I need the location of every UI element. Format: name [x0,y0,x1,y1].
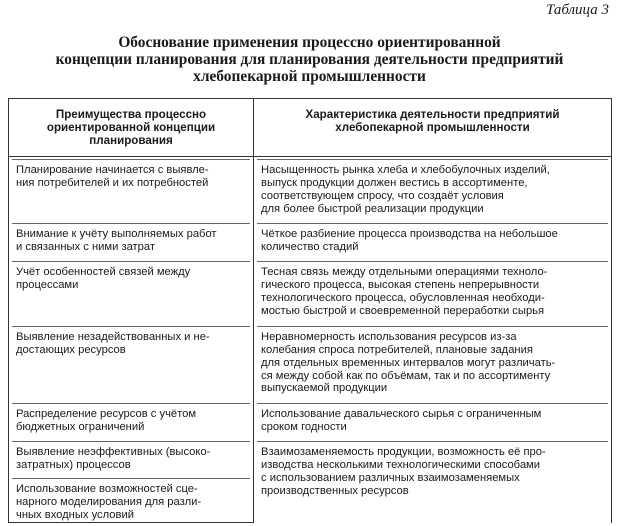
cell-line: Использование давальческого сырья с ограниченным [261,408,542,421]
table-row [9,157,612,222]
header-advantages [9,99,254,157]
cell-line: Распределение ресурсов с учётом [16,408,197,421]
cell-line: с использованием различных взаимозаменяемых [261,471,520,484]
advantage-cell [9,401,254,439]
table-row [9,439,612,476]
header-line: Преимущества процессно [55,108,207,121]
cell-line: Тесная связь между отдельными операциями техноло- [261,266,548,279]
cell-line: и связанных с ними затрат [16,241,156,254]
advantage-cell [9,259,254,324]
cell-line: изводства несколькими технологическими способами [261,459,540,472]
header-line: Характеристика деятельности предприятий [305,108,560,121]
cell-line: Внимание к учёту выполняемых работ [16,228,217,241]
cell-line: нарного моделирования для разли- [16,496,202,509]
advantage-cell [9,221,254,259]
characteristic-cell [254,221,612,259]
cell-line: гического процесса, высокая степень непрерывности [261,279,540,292]
cell-line: сроком годности [261,421,347,434]
table-title [20,34,599,85]
cell-line: Неравномерность использования ресурсов из-за [261,331,517,344]
cell-line: Выявление незадействованных и не- [16,331,210,344]
cell-line: Насыщенность рынка хлеба и хлебобулочных изделий, [261,164,550,177]
table-row [9,324,612,401]
table-row [9,259,612,324]
cell-line: колебания спроса потребителей, плановые задания [261,344,533,357]
cell-line: количество стадий [261,241,359,254]
advantage-cell [9,476,254,523]
cell-line: производственных ресурсов [261,484,409,497]
cell-line: достающих ресурсов [16,344,126,357]
cell-line: Выявление неэффективных (высоко- [16,446,211,459]
advantage-cell [9,324,254,401]
table-caption: Таблица 3 [546,2,609,18]
characteristic-cell [254,401,612,439]
cell-line: Чёткое разбиение процесса производства на небольшое [261,228,558,241]
cell-line: Учёт особенностей связей между [16,266,191,279]
cell-line: Взаимозаменяемость продукции, возможность её про- [261,446,546,459]
cell-line: Планирование начинается с выявле- [16,164,209,177]
advantage-cell [9,439,254,476]
cell-line: чных входных условий [16,508,134,521]
header-characteristics [254,99,612,157]
cell-line: соответствующем спросу, что создаёт условия [261,189,504,202]
cell-line: выпускаемой продукции [261,382,388,395]
characteristic-cell [254,439,612,523]
cell-line: для более быстрой реализации продукции [261,202,484,215]
justification-table [8,98,612,523]
header-line: планирования [89,133,173,147]
cell-line: выпуск продукции должен вестись в ассортименте, [261,177,528,190]
characteristic-cell [254,259,612,324]
table-header-row [9,99,612,157]
title-line: хлебопекарной промышленности [193,68,426,85]
cell-line: затратных) процессов [16,459,131,472]
title-line: Обоснование применения процессно ориентированной [118,34,501,51]
advantage-cell [9,157,254,222]
table-row [9,221,612,259]
cell-line: технологического процесса, обусловленная необходи- [261,291,545,304]
header-line: хлебопекарной промышленности [335,120,530,134]
cell-line: процессами [16,279,79,292]
characteristic-cell [254,324,612,401]
cell-line: Использование возможностей сце- [16,483,198,496]
cell-line: мостью быстрой и своевременной переработки сырья [261,304,545,317]
cell-line: для отдельных временных интервалов могут различать- [261,356,556,369]
table-row [9,401,612,439]
cell-line: бюджетных ограничений [16,421,145,434]
cell-line: ся между собой как по объёмам, так и по ассортименту [261,369,551,382]
cell-line: ния потребителей и их потребностей [16,177,209,190]
characteristic-cell [254,157,612,222]
title-line: концепции планирования для планирования деятельности предприятий [55,51,564,68]
header-line: ориентированной концепции [46,120,216,134]
